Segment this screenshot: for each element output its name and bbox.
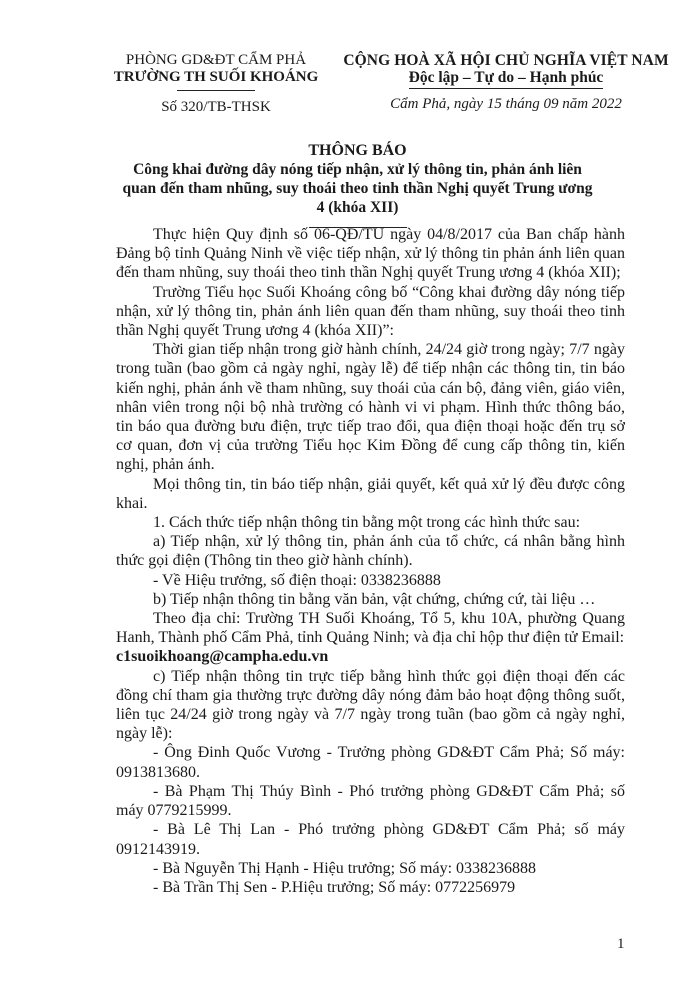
notice-title-block <box>120 141 595 228</box>
paragraph-publicity: Mọi thông tin, tin báo tiếp nhận, giải quyết, kết quả xử lý đều được công khai. <box>116 475 625 512</box>
school-name: TRƯỜNG TH SUỐI KHOÁNG <box>113 69 319 85</box>
issuer-underline <box>177 90 255 91</box>
contact-line: - Ông Đinh Quốc Vương - Trưởng phòng GD&ĐT Cẩm Phả; Số máy: 0913813680. <box>116 744 625 781</box>
national-title: CỘNG HOÀ XÃ HỘI CHỦ NGHĨA VIỆT NAM <box>343 52 669 69</box>
address-paragraph: Theo địa chỉ: Trường TH Suối Khoáng, Tổ 5, khu 10A, phường Quang Hanh, Thành phố Cẩm Phả, tỉnh Quảng Ninh; và địa chỉ hộp thư điện tử Email: <box>116 610 625 647</box>
contact-line: - Bà Lê Thị Lan - Phó trưởng phòng GD&ĐT Cẩm Phả; số máy 0912143919. <box>116 821 625 858</box>
page-number: 1 <box>617 936 625 952</box>
contact-line: - Bà Phạm Thị Thúy Bình - Phó trưởng phòng GD&ĐT Cẩm Phả; số máy 0779215999. <box>116 782 625 820</box>
paragraph-announcement: Trường Tiểu học Suối Khoáng công bố “Công khai đường dây nóng tiếp nhận, xử lý thông tin, phản ánh liên quan đến tham nhũng, suy thoái theo tinh thần Nghị quyết Trung ương 4 (khóa XII)”: <box>116 283 625 340</box>
document-number: Số 320/TB-THSK <box>161 99 271 115</box>
national-header <box>330 52 682 113</box>
issuer-header <box>96 52 336 116</box>
principal-phone: - Về Hiệu trưởng, số điện thoại: 0338236888 <box>153 571 441 589</box>
parent-organization: PHÒNG GD&ĐT CẨM PHẢ <box>125 52 307 68</box>
contact-line: - Bà Trần Thị Sen - P.Hiệu trưởng; Số máy: 0772256979 <box>153 878 516 896</box>
notice-body <box>116 225 625 897</box>
item-a: a) Tiếp nhận, xử lý thông tin, phản ánh của tổ chức, cá nhân bằng hình thức gọi điện (Thông tin theo giờ hành chính). <box>116 533 625 570</box>
email-address[interactable]: c1suoikhoang@campha.edu.vn <box>116 648 329 666</box>
section-1-heading: 1. Cách thức tiếp nhận thông tin bằng một trong các hình thức sau: <box>153 514 581 532</box>
contact-line: - Bà Nguyễn Thị Hạnh - Hiệu trưởng; Số máy: 0338236888 <box>153 859 537 877</box>
notice-subtitle: Công khai đường dây nóng tiếp nhận, xử lý thông tin, phản ánh liên quan đến tham nhũng, suy thoái theo tinh thần Nghị quyết Trung ương 4 (khóa XII) <box>122 161 593 216</box>
place-date: Cẩm Phả, ngày 15 tháng 09 năm 2022 <box>390 96 622 112</box>
paragraph-reception-time: Thời gian tiếp nhận trong giờ hành chính, 24/24 giờ trong ngày; 7/7 ngày trong tuần (bao gồm cả ngày nghỉ, ngày lễ) để tiếp nhận các thông tin, tin báo kiến nghị, phản ánh về tham nhũng, suy thoái của cán bộ, đảng viên, giáo viên, nhân viên trong nội bộ nhà trường có hành vi vi phạm. Hình thức thông báo, tin báo qua đường bưu điện, trực tiếp trao đổi, qua điện thoại hoặc đến trụ sở cơ quan, đơn vị của trường Tiểu học Kim Đồng để cung cấp thông tin, kiến nghị, phản ánh. <box>116 341 625 474</box>
item-b: b) Tiếp nhận thông tin bằng văn bản, vật chứng, chứng cứ, tài liệu … <box>153 590 596 608</box>
item-c: c) Tiếp nhận thông tin trực tiếp bằng hình thức gọi điện thoại đến các đồng chí tham gia thường trực đường dây nóng đảm bảo hoạt động thông suốt, liên tục 24/24 giờ trong ngày và 7/7 ngày trong tuần (bao gồm cả ngày nghỉ, ngày lễ): <box>116 667 625 743</box>
paragraph-basis: Thực hiện Quy định số 06-QĐ/TU ngày 04/8/2017 của Ban chấp hành Đảng bộ tỉnh Quảng Ninh về việc tiếp nhận, xử lý thông tin phản ánh liên quan đến tham nhũng, suy thoái theo tinh thần Nghị quyết Trung ương 4 (khóa XII); <box>116 226 625 282</box>
notice-title: THÔNG BÁO <box>308 142 407 159</box>
national-motto: Độc lập – Tự do – Hạnh phúc <box>409 69 604 89</box>
